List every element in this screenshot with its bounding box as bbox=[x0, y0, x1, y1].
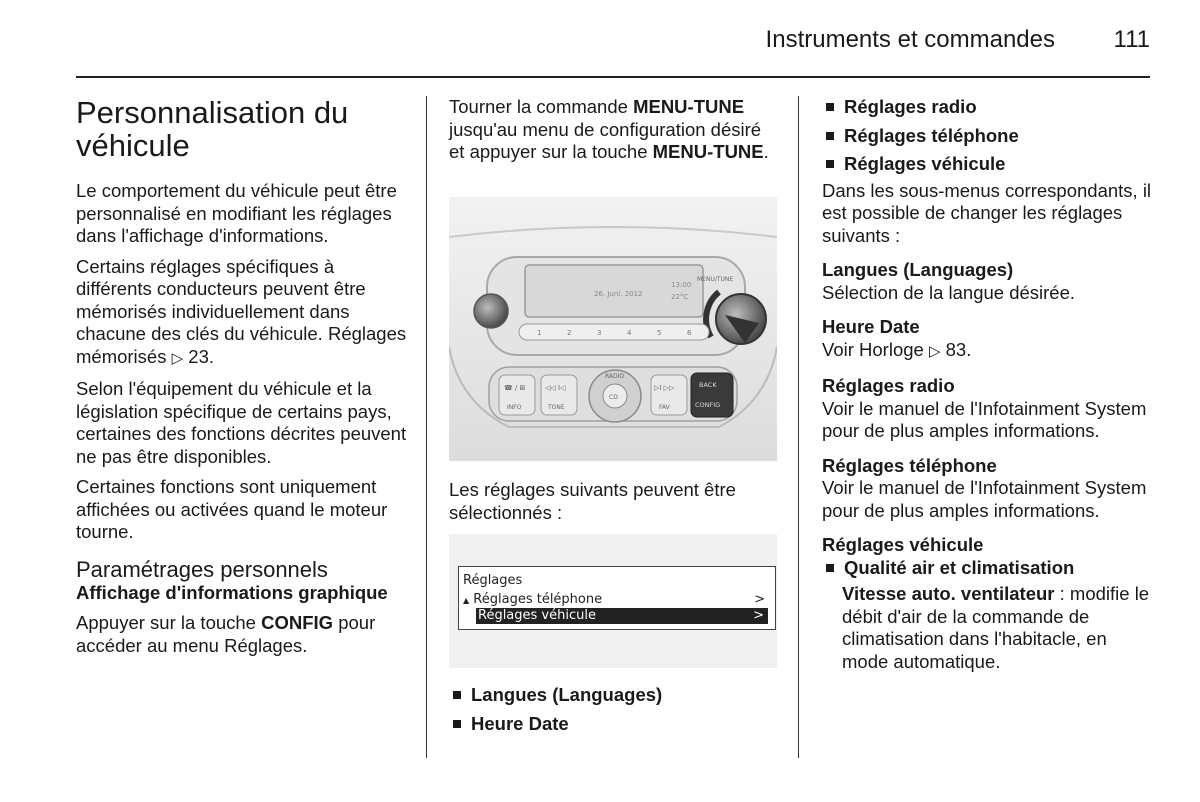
volume-knob[interactable] bbox=[474, 294, 508, 328]
heading-time-date: Heure Date bbox=[822, 316, 920, 337]
column-2-bullets bbox=[449, 684, 777, 735]
back-button-label: BACK bbox=[699, 381, 717, 389]
cd-button-label: CD bbox=[609, 394, 618, 401]
column-2-middle bbox=[449, 479, 777, 524]
list-item bbox=[449, 684, 777, 707]
bullet-languages: Langues (Languages) bbox=[471, 684, 663, 705]
square-bullet-icon bbox=[826, 160, 834, 168]
config-key-label: CONFIG bbox=[261, 612, 334, 633]
bullet-vehicle-settings: Réglages véhicule bbox=[844, 153, 1006, 174]
screen-row-vehicle-selected[interactable] bbox=[476, 608, 768, 624]
seek-back-label: ◁◁ I◁ bbox=[545, 384, 566, 392]
radio-button-label: RADIO bbox=[605, 373, 625, 380]
fav-button-label: FAV bbox=[659, 404, 670, 411]
preset-1[interactable]: 1 bbox=[537, 329, 542, 337]
control-panel-photo bbox=[449, 197, 777, 461]
display-time: 13:00 bbox=[671, 281, 692, 289]
auto-fan-speed-label: Vitesse auto. ventilateur bbox=[842, 583, 1055, 604]
menu-tune-key-label-2: MENU-TUNE bbox=[652, 141, 764, 162]
text-radio-settings: Voir le manuel de l'Infotainment System pour de plus amples informations. bbox=[822, 397, 1147, 441]
paragraph-config bbox=[76, 612, 411, 657]
heading-languages: Langues (Languages) bbox=[822, 259, 1014, 280]
tone-button-label: TONE bbox=[548, 404, 565, 411]
paragraph-equipment: Selon l'équipement du véhicule et la législation spécifique de certains pays, certaines des fonctions décrites peuvent ne pas être disponibles. bbox=[76, 378, 407, 467]
screen-row-vehicle-label: Réglages véhicule bbox=[478, 608, 596, 623]
bullet-radio-settings: Réglages radio bbox=[844, 96, 977, 117]
column-1 bbox=[76, 96, 411, 657]
page-reference-23: 23 bbox=[188, 345, 209, 367]
paragraph-intro: Le comportement du véhicule peut être personnalisé en modifiant les réglages dans l'affichage d'informations. bbox=[76, 180, 397, 246]
settings-screen-illustration bbox=[449, 534, 777, 668]
seek-forward-label: ▷I ▷▷ bbox=[654, 384, 675, 392]
preset-bar bbox=[519, 324, 709, 340]
square-bullet-icon bbox=[826, 103, 834, 111]
back-config-button[interactable] bbox=[691, 373, 733, 417]
phone-button-label: ☎ / ⊠ bbox=[504, 384, 526, 392]
text-auto-fan-speed bbox=[822, 583, 1152, 673]
chevron-right-icon: > bbox=[754, 592, 765, 607]
square-bullet-icon bbox=[826, 132, 834, 140]
bullet-time-date: Heure Date bbox=[471, 712, 569, 734]
preset-6[interactable]: 6 bbox=[687, 329, 692, 337]
column-2 bbox=[449, 96, 777, 164]
square-bullet-icon bbox=[453, 691, 461, 699]
menu-tune-label: MENU/TUNE bbox=[697, 276, 734, 283]
display-date: 26. Juni. 2012 bbox=[594, 290, 643, 298]
control-panel-illustration bbox=[449, 197, 777, 461]
subheading-graphic-info-display: Affichage d'informations graphique bbox=[76, 581, 388, 603]
heading-telephone-settings: Réglages téléphone bbox=[822, 454, 997, 476]
paragraph-engine-running: Certaines fonctions sont uniquement affichées ou activées quand le moteur tourne. bbox=[76, 476, 388, 542]
running-header-title: Instruments et commandes bbox=[765, 26, 1055, 53]
header-rule bbox=[76, 76, 1150, 78]
list-item bbox=[822, 557, 1152, 580]
column-divider-2 bbox=[798, 96, 799, 758]
text-time-date-pre: Voir Horloge bbox=[822, 338, 929, 360]
menu-tune-pre: Tourner la commande bbox=[449, 96, 634, 117]
auto-fan-speed-text: : modifie le débit d'air de la commande de climatisation dans l'habitacle, en mode automatique. bbox=[842, 583, 1150, 672]
paragraph-menu-tune bbox=[449, 96, 777, 164]
info-button-label: INFO bbox=[507, 404, 522, 411]
paragraph-submenus: Dans les sous-menus correspondants, il est possible de changer les réglages suivants : bbox=[822, 179, 1152, 246]
preset-2[interactable]: 2 bbox=[567, 329, 572, 337]
square-bullet-icon bbox=[453, 720, 461, 728]
up-arrow-icon: ▲ bbox=[463, 596, 470, 605]
menu-tune-key-label: MENU-TUNE bbox=[633, 96, 745, 117]
page-number: 111 bbox=[1113, 26, 1150, 53]
subheading-personal-settings: Paramétrages personnels bbox=[76, 556, 328, 582]
paragraph-config-pre: Appuyer sur la touche bbox=[76, 612, 262, 633]
list-item bbox=[822, 153, 1152, 176]
preset-3[interactable]: 3 bbox=[597, 329, 602, 337]
page-reference-arrow-icon: ▷ bbox=[928, 342, 941, 360]
list-item bbox=[449, 713, 777, 736]
list-item bbox=[822, 125, 1152, 148]
column-divider-1 bbox=[426, 96, 427, 758]
paragraph-selectable-settings: Les réglages suivants peuvent être sélectionnés : bbox=[449, 479, 736, 523]
settings-screen bbox=[458, 566, 776, 630]
chevron-right-icon: > bbox=[753, 608, 764, 623]
column-3 bbox=[822, 96, 1152, 673]
bullet-air-quality: Qualité air et climatisation bbox=[844, 556, 1075, 578]
paragraph-memorised: Certains réglages spécifiques à différents conducteurs peuvent être mémorisés individuellement dans chacune des clés du véhicule. Réglages mémorisés ▷ 23. bbox=[76, 255, 407, 367]
paragraph-config-post: pour accéder au menu Réglages. bbox=[76, 612, 376, 656]
screen-title: Réglages bbox=[463, 573, 523, 588]
heading-vehicle-settings: Réglages véhicule bbox=[822, 534, 984, 555]
display-temp: 22°C bbox=[671, 293, 689, 301]
section-title: Personnalisation du véhicule bbox=[76, 95, 349, 163]
screen-row-telephone-label: Réglages téléphone bbox=[473, 592, 603, 607]
config-button-label: CONFIG bbox=[695, 401, 721, 409]
screen-row-telephone[interactable] bbox=[463, 592, 769, 607]
heading-radio-settings: Réglages radio bbox=[822, 375, 955, 396]
menu-tune-mid: jusqu'au menu de configuration désiré et appuyer sur la touche bbox=[449, 118, 762, 162]
preset-5[interactable]: 5 bbox=[657, 329, 662, 337]
text-languages: Sélection de la langue désirée. bbox=[822, 281, 1076, 303]
menu-tune-post: . bbox=[763, 141, 769, 162]
text-time-date: Voir Horloge ▷ 83. bbox=[822, 338, 972, 360]
square-bullet-icon bbox=[826, 564, 834, 572]
list-item bbox=[822, 96, 1152, 119]
preset-4[interactable]: 4 bbox=[627, 329, 632, 337]
page-reference-83: 83 bbox=[945, 338, 967, 360]
paragraph-memorised-text: Certains réglages spécifiques à différents conducteurs peuvent être mémorisés individuellement dans chacune des clés du véhicule. Réglages mémorisés bbox=[76, 255, 407, 367]
text-telephone-settings: Voir le manuel de l'Infotainment System pour de plus amples informations. bbox=[822, 477, 1147, 521]
bullet-telephone-settings: Réglages téléphone bbox=[844, 124, 1019, 146]
page-reference-arrow-icon: ▷ bbox=[171, 349, 184, 367]
